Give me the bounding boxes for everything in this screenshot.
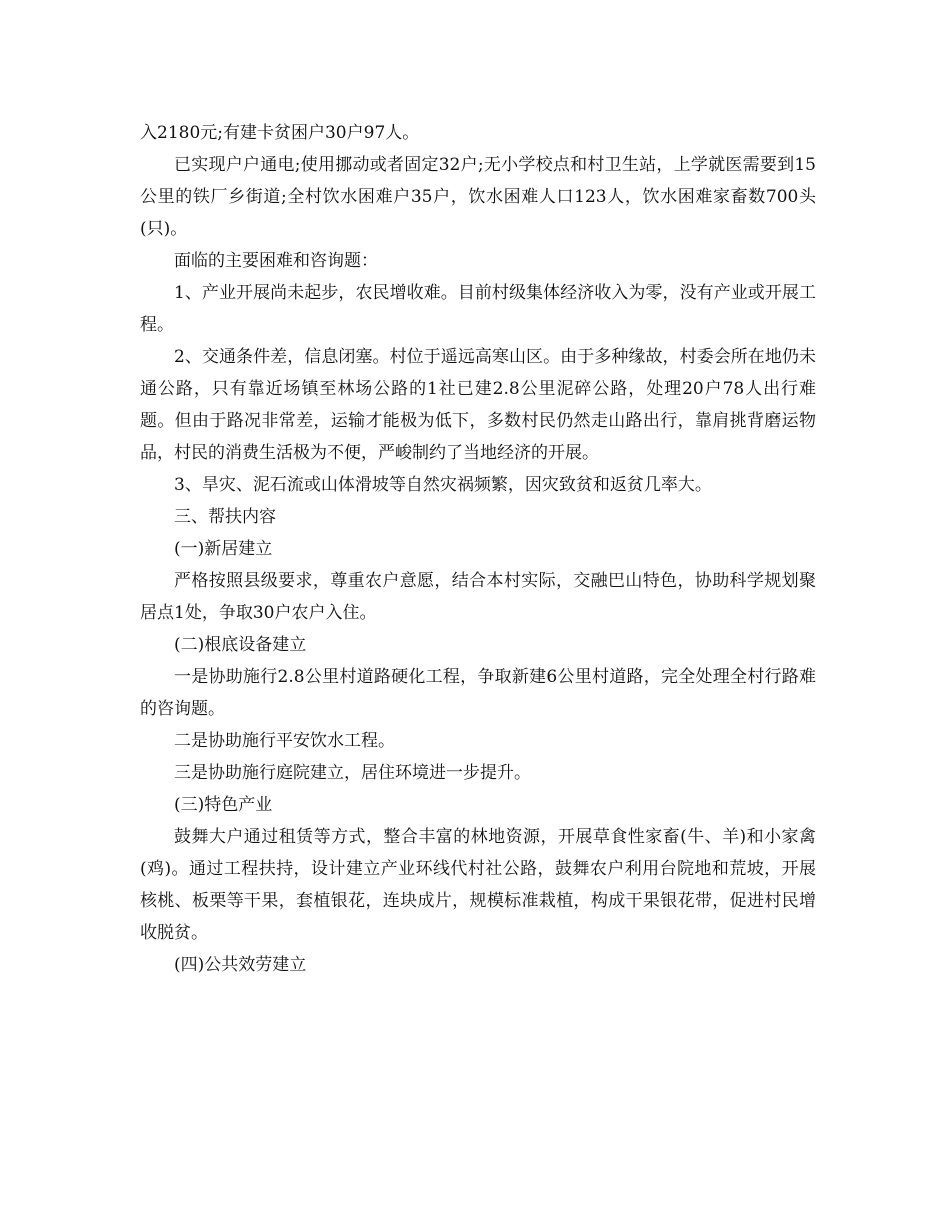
paragraph-featured-industry: 鼓舞大户通过租赁等方式，整合丰富的林地资源，开展草食性家畜(牛、羊)和小家禽(鸡)。通过工程扶持，设计建立产业环线代村社公路，鼓舞农户利用台院地和荒坡，开展核桃、板栗等干果，套植银花，连块成片，规模标准栽植，构成干果银花带，促进村民增收脱贫。	[140, 827, 816, 943]
paragraph-continuation: 入2180元;有建卡贫困户30户97人。	[140, 123, 420, 143]
subheading-featured-industry: (三)特色产业	[174, 795, 273, 815]
paragraph-road-project: 一是协助施行2.8公里村道路硬化工程，争取新建6公里村道路，完全处理全村行路难的咨询题。	[140, 667, 816, 719]
paragraph-main-difficulties-heading: 面临的主要困难和咨询题：	[174, 251, 378, 271]
document-body	[140, 117, 816, 981]
paragraph-difficulty-3: 3、旱灾、泥石流或山体滑坡等自然灾祸频繁，因灾致贫和返贫几率大。	[174, 475, 712, 495]
paragraph-new-residence: 严格按照县级要求，尊重农户意愿，结合本村实际，交融巴山特色，协助科学规划聚居点1处，争取30户农户入住。	[140, 571, 816, 623]
section-heading-support-content: 三、帮扶内容	[174, 507, 276, 527]
subheading-infrastructure: (二)根底设备建立	[174, 635, 307, 655]
paragraph-difficulty-1: 1、产业开展尚未起步，农民增收难。目前村级集体经济收入为零，没有产业或开展工程。	[140, 283, 816, 335]
subheading-new-residence: (一)新居建立	[174, 539, 273, 559]
paragraph-courtyard-project: 三是协助施行庭院建立，居住环境进一步提升。	[174, 763, 531, 783]
paragraph-difficulty-2: 2、交通条件差，信息闭塞。村位于遥远高寒山区。由于多种缘故，村委会所在地仍未通公路，只有靠近场镇至林场公路的1社已建2.8公里泥碎公路，处理20户78人出行难题。但由于路况非常差，运输才能极为低下，多数村民仍然走山路出行，靠肩挑背磨运物品，村民的消费生活极为不便，严峻制约了当地经济的开展。	[140, 347, 816, 463]
paragraph-infrastructure-status: 已实现户户通电;使用挪动或者固定32户;无小学校点和村卫生站，上学就医需要到15公里的铁厂乡街道;全村饮水困难户35户，饮水困难人口123人，饮水困难家畜数700头(只)。	[140, 155, 816, 239]
subheading-public-service: (四)公共效劳建立	[174, 955, 307, 975]
paragraph-water-project: 二是协助施行平安饮水工程。	[174, 731, 395, 751]
